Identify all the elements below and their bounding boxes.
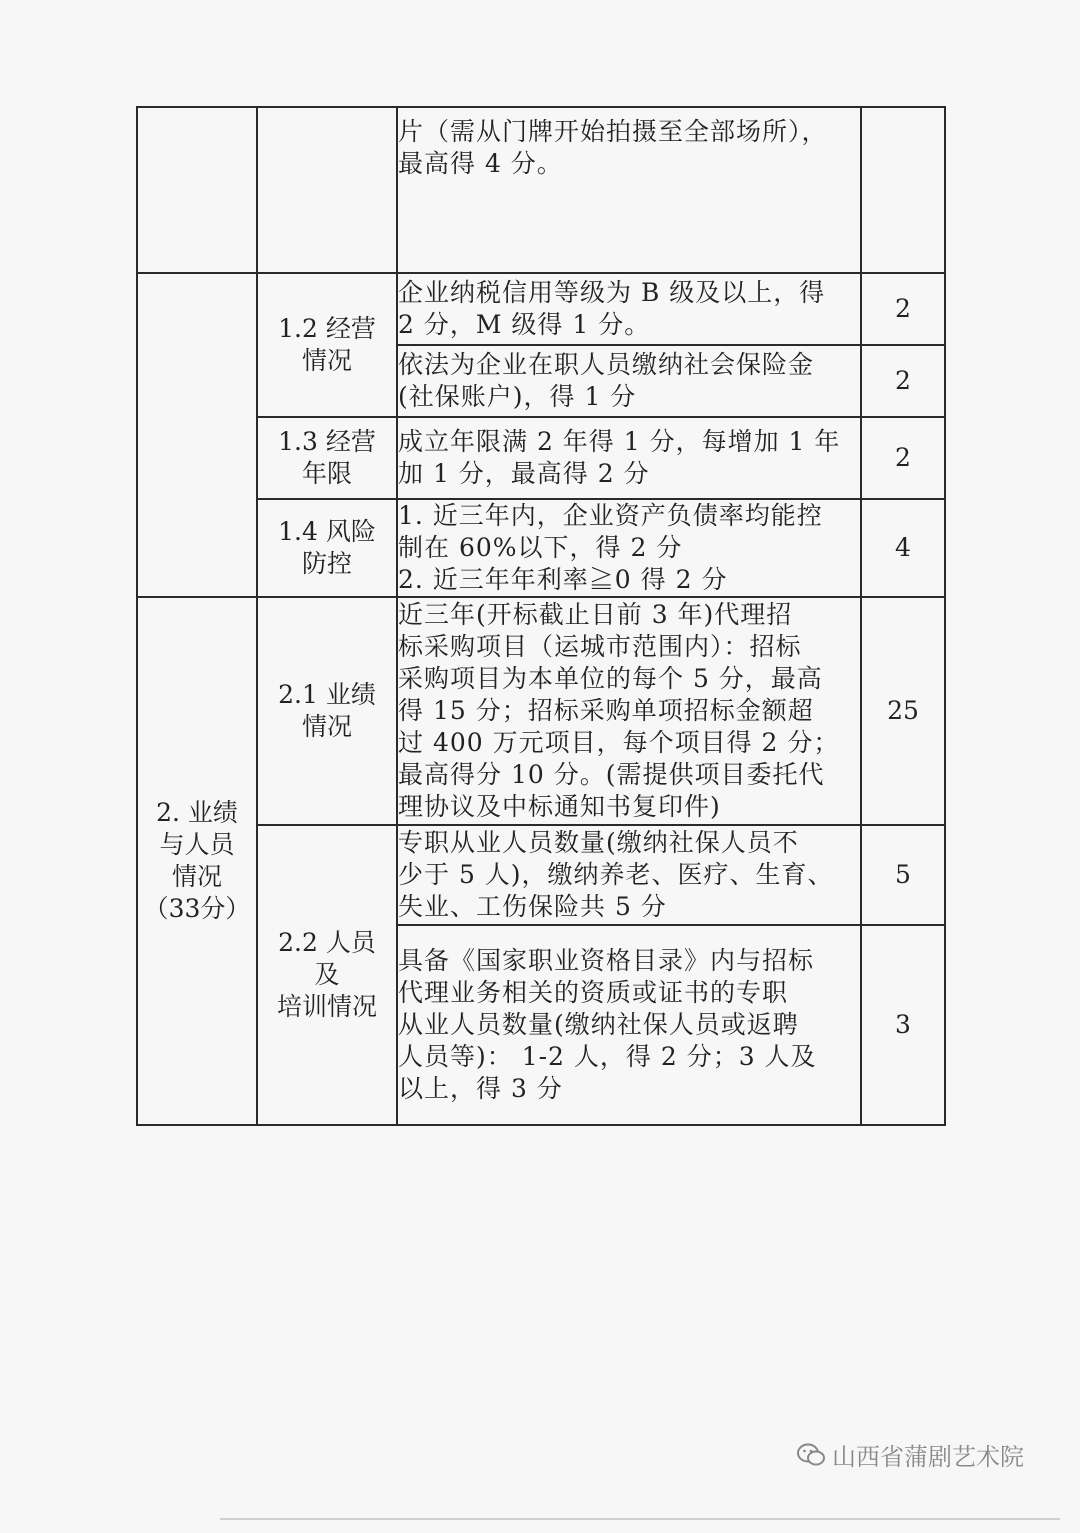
table-row: [137, 499, 945, 597]
scan-edge-line: [220, 1518, 1060, 1520]
table-row: [137, 273, 945, 345]
wechat-watermark: [796, 1437, 1024, 1472]
score-cell: 2: [861, 417, 945, 499]
subcategory-cell: 2.1 业绩 情况: [257, 597, 397, 825]
score-cell: 2: [861, 345, 945, 417]
category-cell: 2. 业绩 与人员 情况 （33分）: [137, 597, 257, 1125]
score-cell: 4: [861, 499, 945, 597]
criteria-cell: 依法为企业在职人员缴纳社会保险金 (社保账户)，得 1 分: [397, 345, 861, 417]
watermark-text: 山西省蒲剧艺术院: [832, 1443, 1024, 1471]
subcategory-cell: 1.4 风险 防控: [257, 499, 397, 597]
criteria-cell: 成立年限满 2 年得 1 分，每增加 1 年 加 1 分，最高得 2 分: [397, 417, 861, 499]
score-cell: 5: [861, 825, 945, 925]
table-row: [137, 417, 945, 499]
table-row: [137, 597, 945, 825]
table-row: [137, 825, 945, 925]
subcategory-cell: 2.2 人员 及 培训情况: [257, 825, 397, 1125]
score-cell: [861, 107, 945, 273]
criteria-cell: 专职从业人员数量(缴纳社保人员不 少于 5 人)，缴纳养老、医疗、生育、 失业、工伤保险共 5 分: [397, 825, 861, 925]
subcategory-cell: 1.2 经营 情况: [257, 273, 397, 417]
category-cell-1: [137, 107, 257, 273]
wechat-icon: [796, 1442, 826, 1468]
subcategory-cell-1-1: [257, 107, 397, 273]
score-cell: 2: [861, 273, 945, 345]
criteria-cell: 具备《国家职业资格目录》内与招标 代理业务相关的资质或证书的专职 从业人员数量(缴纳社保人员或返聘 人员等)： 1-2 人，得 2 分；3 人及 以上，得 3 分: [397, 925, 861, 1125]
criteria-cell: 片（需从门牌开始拍摄至全部场所）， 最高得 4 分。: [397, 107, 861, 273]
table-row: [137, 107, 945, 273]
criteria-cell: 企业纳税信用等级为 B 级及以上，得 2 分，M 级得 1 分。: [397, 273, 861, 345]
category-cell-1-cont: [137, 273, 257, 597]
criteria-cell: 1. 近三年内，企业资产负债率均能控 制在 60%以下，得 2 分 2. 近三年年利率≧0 得 2 分: [397, 499, 861, 597]
score-cell: 25: [861, 597, 945, 825]
score-cell: 3: [861, 925, 945, 1125]
criteria-cell: 近三年(开标截止日前 3 年)代理招 标采购项目（运城市范围内）：招标 采购项目为本单位的每个 5 分，最高 得 15 分；招标采购单项招标金额超 过 400 万元项目，每个项目得 2 分； 最高得分 10 分。(需提供项目委托代 理协议及中标通知书复印件): [397, 597, 861, 825]
scoring-table: [136, 106, 946, 1126]
subcategory-cell: 1.3 经营 年限: [257, 417, 397, 499]
